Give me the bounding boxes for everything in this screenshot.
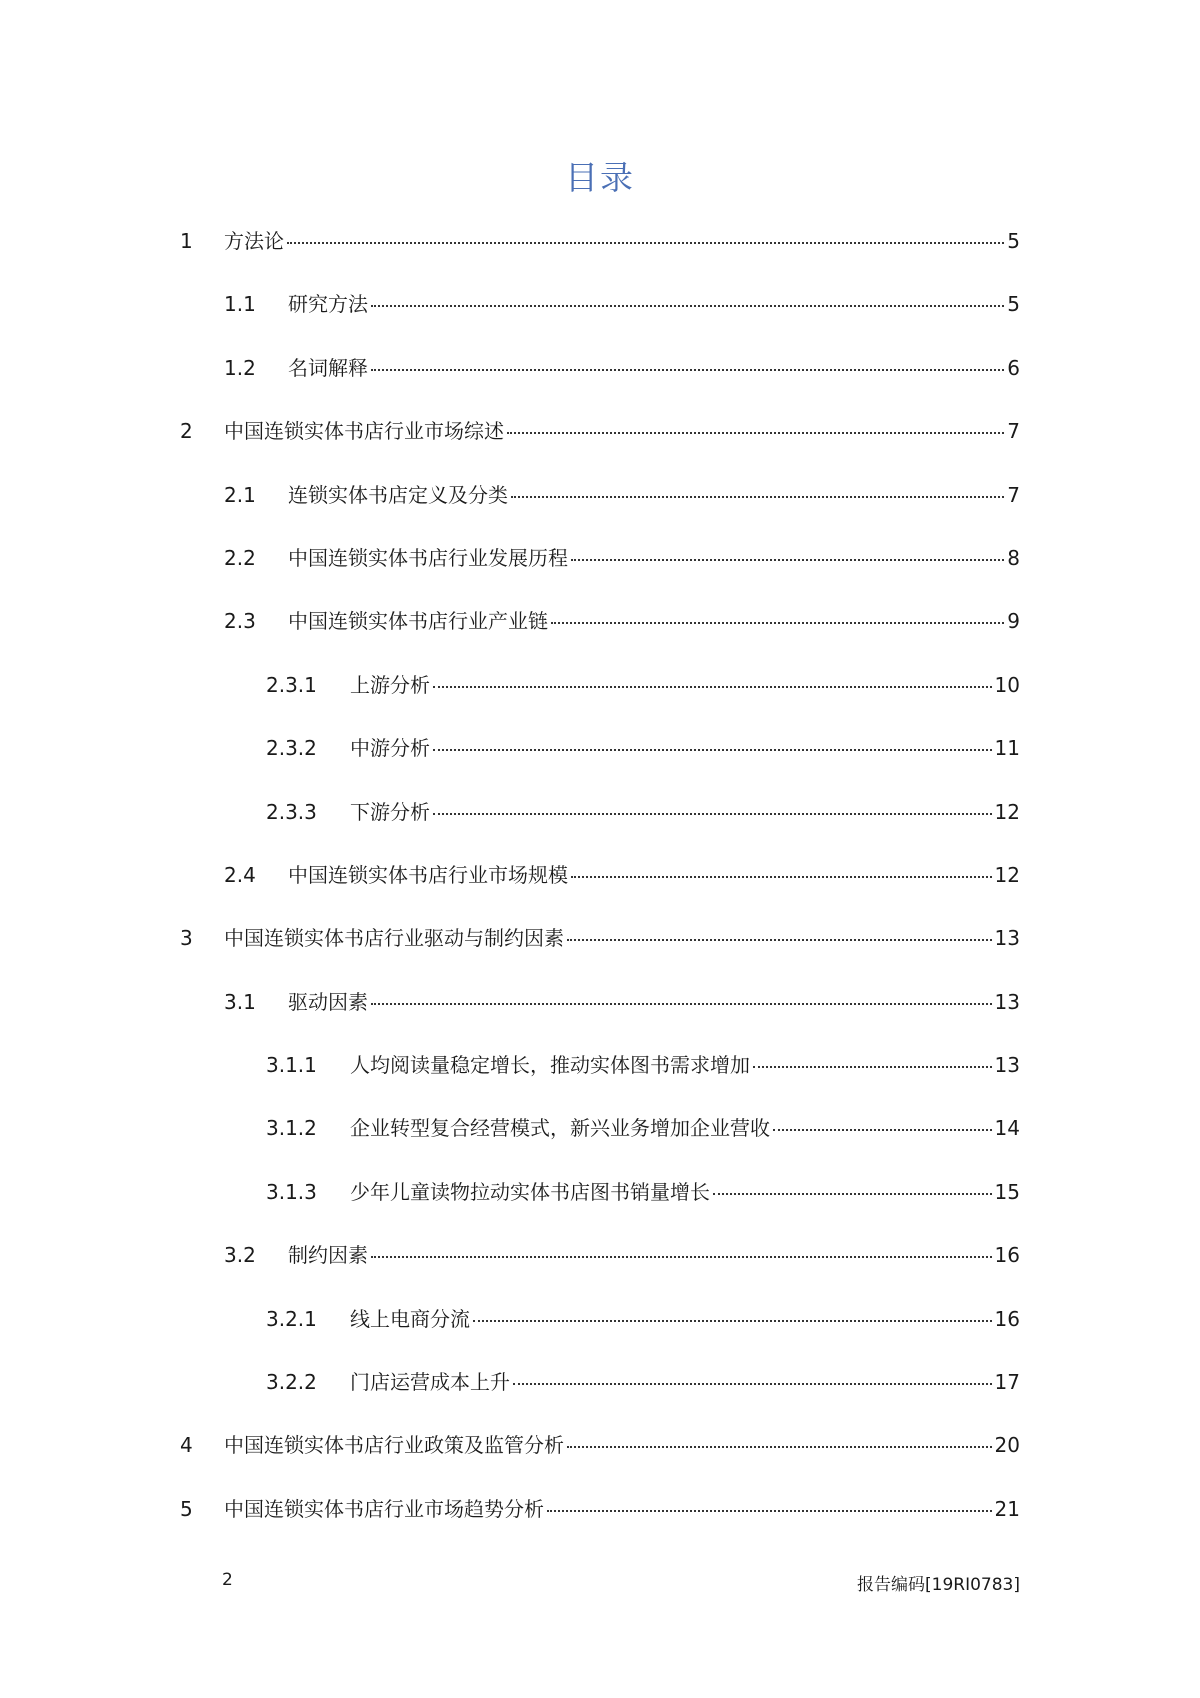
toc-entry-page: 13	[994, 1053, 1020, 1078]
toc-entry[interactable]	[180, 1288, 1020, 1351]
toc-entry-page: 17	[994, 1370, 1020, 1395]
toc-entry-number: 3	[180, 926, 193, 951]
toc-entry-page: 7	[1007, 482, 1020, 507]
toc-entry-title: 驱动因素	[288, 989, 368, 1014]
toc-entry-number: 2	[180, 419, 193, 444]
toc-entry-page: 7	[1007, 419, 1020, 444]
toc-entry-title: 上游分析	[350, 672, 430, 697]
toc-entry-page: 14	[994, 1116, 1020, 1141]
toc-entry-title: 线上电商分流	[350, 1306, 470, 1331]
toc-entry-page: 20	[994, 1433, 1020, 1458]
toc-entry[interactable]	[180, 1414, 1020, 1477]
toc-entry-number: 3.2.1	[266, 1306, 317, 1331]
toc-entry-page: 13	[994, 989, 1020, 1014]
toc-entry-page: 16	[994, 1306, 1020, 1331]
toc-entry[interactable]	[180, 590, 1020, 653]
toc-entry[interactable]	[180, 654, 1020, 717]
toc-entry[interactable]	[180, 1161, 1020, 1224]
toc-dot-leader	[371, 304, 1004, 307]
toc-entry-page: 8	[1007, 545, 1020, 570]
toc-entry-number: 1.1	[224, 292, 256, 317]
toc-entry-title: 人均阅读量稳定增长，推动实体图书需求增加	[350, 1053, 750, 1078]
toc-dot-leader	[371, 368, 1004, 371]
toc-entry-title: 中国连锁实体书店行业政策及监管分析	[224, 1433, 564, 1458]
toc-entry-number: 2.2	[224, 545, 256, 570]
toc-dot-leader	[371, 1255, 992, 1258]
toc-entry-title: 连锁实体书店定义及分类	[288, 482, 508, 507]
toc-entry[interactable]	[180, 781, 1020, 844]
toc-entry[interactable]	[180, 1478, 1020, 1541]
toc-entry-page: 11	[994, 736, 1020, 761]
table-of-contents	[180, 210, 1020, 1541]
toc-entry-title: 中国连锁实体书店行业产业链	[288, 609, 548, 634]
toc-entry-number: 2.3.3	[266, 799, 317, 824]
report-code: 报告编码[19RI0783]	[857, 1575, 1020, 1595]
toc-entry-title: 企业转型复合经营模式，新兴业务增加企业营收	[350, 1116, 770, 1141]
toc-entry-number: 3.1.2	[266, 1116, 317, 1141]
toc-entry[interactable]	[180, 464, 1020, 527]
toc-entry[interactable]	[180, 1224, 1020, 1287]
toc-dot-leader	[433, 685, 992, 688]
toc-entry-number: 3.1.3	[266, 1179, 317, 1204]
toc-dot-leader	[571, 875, 992, 878]
toc-dot-leader	[513, 1382, 992, 1385]
toc-entry-number: 2.3.1	[266, 672, 317, 697]
toc-entry-page: 15	[994, 1179, 1020, 1204]
toc-dot-leader	[547, 1509, 992, 1512]
toc-entry[interactable]	[180, 337, 1020, 400]
toc-dot-leader	[287, 241, 1004, 244]
toc-entry-title: 方法论	[224, 229, 284, 253]
toc-dot-leader	[371, 1002, 992, 1005]
toc-entry-page: 5	[1007, 229, 1020, 253]
toc-entry-page: 13	[994, 926, 1020, 951]
toc-entry[interactable]	[180, 1034, 1020, 1097]
toc-entry-title: 研究方法	[288, 292, 368, 317]
toc-entry-number: 2.3	[224, 609, 256, 634]
toc-entry[interactable]	[180, 1097, 1020, 1160]
toc-dot-leader	[473, 1319, 992, 1322]
toc-entry-page: 6	[1007, 355, 1020, 380]
toc-entry-number: 3.1.1	[266, 1053, 317, 1078]
toc-entry-title: 中国连锁实体书店行业市场趋势分析	[224, 1496, 544, 1521]
toc-entry-number: 3.2	[224, 1243, 256, 1268]
toc-entry-title: 中国连锁实体书店行业发展历程	[288, 545, 568, 570]
toc-entry-title: 名词解释	[288, 355, 368, 380]
toc-entry-number: 5	[180, 1496, 193, 1521]
toc-entry-number: 1.2	[224, 355, 256, 380]
toc-entry[interactable]	[180, 1351, 1020, 1414]
toc-entry-title: 下游分析	[350, 799, 430, 824]
toc-dot-leader	[753, 1065, 992, 1068]
toc-dot-leader	[433, 748, 992, 751]
toc-dot-leader	[571, 558, 1004, 561]
toc-entry-page: 12	[994, 799, 1020, 824]
toc-entry-page: 9	[1007, 609, 1020, 634]
toc-entry[interactable]	[180, 971, 1020, 1034]
page-title: 目录	[565, 158, 635, 197]
page-number: 2	[222, 1570, 233, 1590]
toc-entry-page: 12	[994, 862, 1020, 887]
toc-entry-title: 中游分析	[350, 736, 430, 761]
toc-entry-page: 16	[994, 1243, 1020, 1268]
toc-dot-leader	[713, 1192, 992, 1195]
toc-entry-number: 4	[180, 1433, 193, 1458]
toc-entry-title: 少年儿童读物拉动实体书店图书销量增长	[350, 1179, 710, 1204]
toc-entry-title: 门店运营成本上升	[350, 1370, 510, 1395]
toc-dot-leader	[507, 431, 1004, 434]
toc-entry[interactable]	[180, 717, 1020, 780]
toc-entry[interactable]	[180, 210, 1020, 273]
toc-entry-title: 中国连锁实体书店行业市场规模	[288, 862, 568, 887]
toc-entry-title: 中国连锁实体书店行业驱动与制约因素	[224, 926, 564, 951]
toc-dot-leader	[773, 1128, 992, 1131]
toc-entry-number: 2.4	[224, 862, 256, 887]
toc-entry[interactable]	[180, 527, 1020, 590]
toc-entry-number: 2.3.2	[266, 736, 317, 761]
toc-entry[interactable]	[180, 844, 1020, 907]
toc-entry[interactable]	[180, 400, 1020, 463]
toc-entry-number: 3.1	[224, 989, 256, 1014]
toc-entry-title: 制约因素	[288, 1243, 368, 1268]
toc-entry-page: 10	[994, 672, 1020, 697]
toc-dot-leader	[511, 495, 1004, 498]
page-footer	[222, 1570, 1020, 1595]
toc-entry-page: 21	[994, 1496, 1020, 1521]
toc-dot-leader	[567, 1445, 992, 1448]
toc-dot-leader	[567, 938, 992, 941]
toc-entry-number: 2.1	[224, 482, 256, 507]
toc-entry-title: 中国连锁实体书店行业市场综述	[224, 419, 504, 444]
toc-dot-leader	[433, 812, 992, 815]
toc-entry-page: 5	[1007, 292, 1020, 317]
toc-dot-leader	[551, 621, 1004, 624]
toc-entry-number: 1	[180, 229, 193, 253]
toc-entry[interactable]	[180, 273, 1020, 336]
toc-entry[interactable]	[180, 907, 1020, 970]
toc-entry-number: 3.2.2	[266, 1370, 317, 1395]
